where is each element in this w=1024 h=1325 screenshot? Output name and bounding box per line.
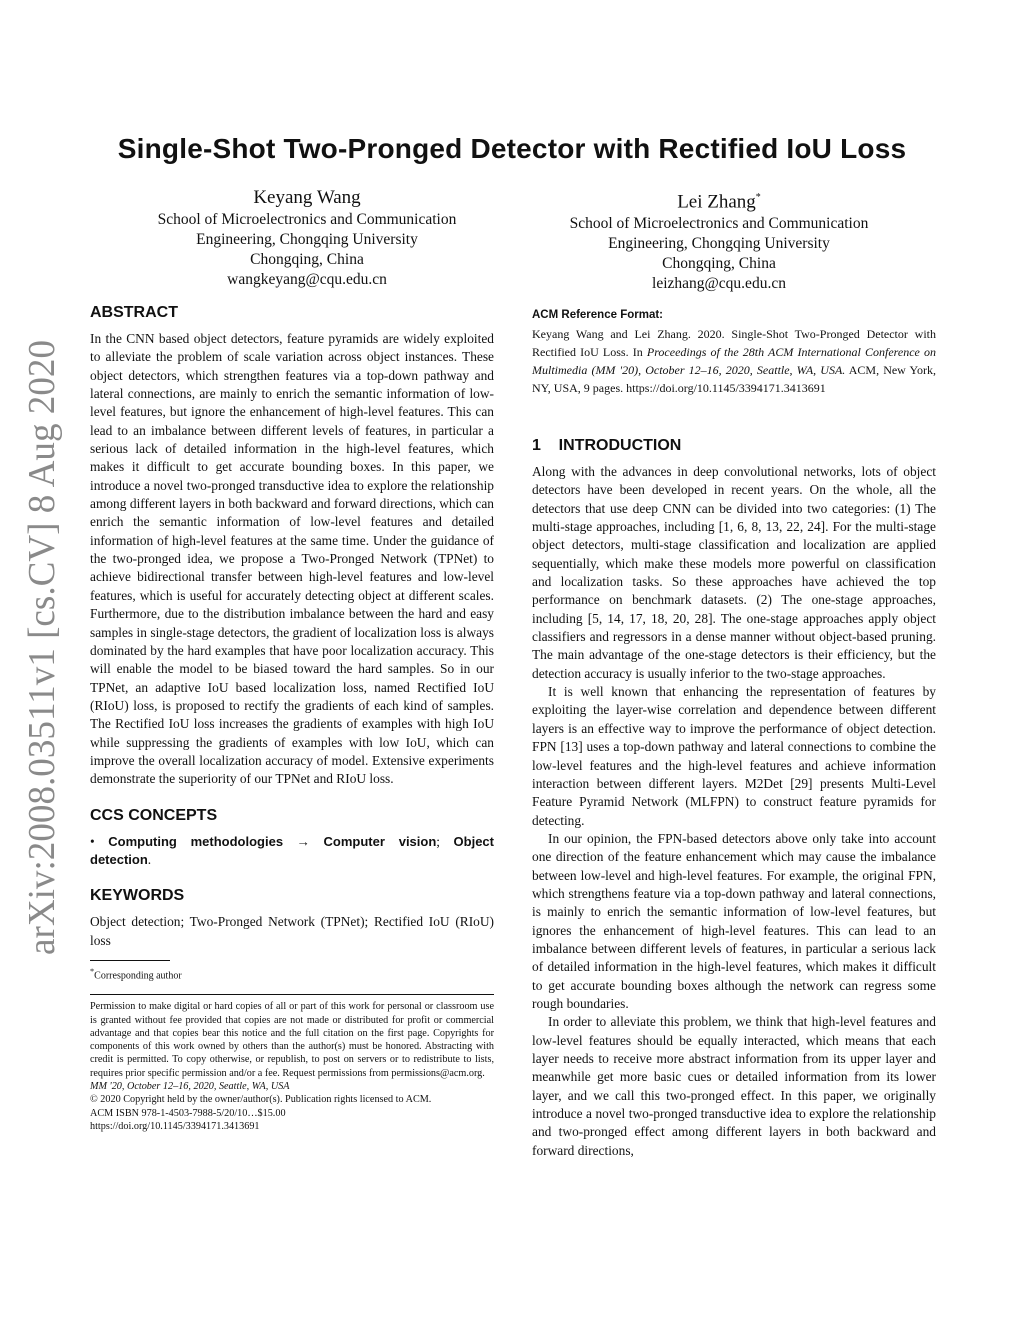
author-name-text: Lei Zhang [677, 191, 756, 213]
footnote-text: Corresponding author [94, 970, 182, 982]
arxiv-sidebar-stamp [4, 330, 74, 960]
permission-doi[interactable]: https://doi.org/10.1145/3394171.3413691 [90, 1120, 260, 1132]
author-block-2 [529, 186, 909, 294]
arxiv-stamp-svg [4, 330, 74, 960]
ccs-end: . [147, 851, 152, 867]
permission-text: Permission to make digital or hard copies of all or part of this work for personal or classroom use is granted without fee provided that copies are not made or distributed for profit or commercial advantage and that copies bear this notice and the full citation on the first page. Copyrights for components of this work owned by others than the author(s) must be honored. Abstracting with credit is permitted. To copy otherwise, or republish, to post on servers or to redistribute to lists, requires prior specific permission and/or a fee. Request permissions from permissions@acm.org. [90, 1001, 494, 1079]
author-name [529, 186, 909, 214]
right-column [532, 307, 936, 1160]
author-block-1 [117, 186, 497, 290]
keywords-text: Object detection; Two-Pronged Network (TPNet); Rectified IoU (RIoU) loss [90, 914, 494, 948]
acm-ref-part: Keyang Wang and Lei Zhang. 2020. Single-Shot Two-Pronged Detector with Rectified IoU Loss. In [532, 327, 936, 359]
keywords-heading: KEYWORDS [90, 887, 185, 905]
abstract-text: In the CNN based object detectors, feature pyramids are widely exploited to alleviate the problem of scale variation across object instances. These object detectors, which strengthen features via a top-down pathway and lateral connections, are mainly to enrich the semantic information of low-level features, but ignore the enhancement of high-level features. This can lead to an imbalance between different levels of features, in particular a serious lack of detailed information in the high-level features, which makes it difficult to get accurate bounding boxes. In this paper, we introduce a novel two-pronged transductive idea to explore the relationship among different layers in both backward and forward directions, which can enrich the semantic information of low-level features and detailed information of high-level features at the same time. Under the guidance of the two-pronged idea, we propose a Two-Pronged Network (TPNet) to achieve bidirectional transfer between high-level features and low-level features, which is useful for accurately detecting object at different scales. Furthermore, due to the distribution imbalance between the hard and easy samples in single-stage detectors, the gradient of localization loss is always dominated by the hard examples that have poor localization accuracy. This will enable the model to be biased toward the hard samples. So in our TPNet, an adaptive IoU based localization loss, named Rectified IoU (RIoU) loss, is proposed to rectify the gradients of each kind of samples. The Rectified IoU loss increases the gradients of examples with high IoU while suppressing the gradients of examples with low IoU, which can improve the overall localization accuracy of model. Extensive experiments demonstrate the superiority of our TPNet and RIoU loss. [90, 331, 494, 787]
author-affiliation: School of Microelectronics and Communication [569, 215, 869, 233]
ccs-item: Object detection [90, 833, 494, 867]
permission-isbn: ACM ISBN 978-1-4503-7988-5/20/10…$15.00 [90, 1107, 286, 1119]
intro-paragraph: In our opinion, the FPN-based detectors above only take into account one direction of the feature enhancement which may cause the imbalance between low-level and high-level features. For example, the original FPN, which strengthens feature via a top-down pathway and lateral connections, is mainly to enrich the semantic information of low-level features, but ignores the enhancement of high-level features. This can lead to an imbalance between different levels of features, in particular a serious lack of detailed information in the high-level features, which makes it difficult to get accurate bounding boxes although the network can regress some rough boundaries. [532, 830, 936, 1011]
ccs-item: Computer vision [323, 833, 437, 849]
ccs-item: Computing methodologies [108, 833, 284, 849]
abstract-heading: ABSTRACT [90, 304, 178, 321]
acm-ref-part: ACM, New York, NY, USA, 9 pages. https://doi.org/10.1145/3394171.3413691 [532, 363, 936, 395]
footnote-rule [90, 960, 170, 961]
corresponding-mark: * [755, 192, 761, 203]
ccs-sep: ; [436, 833, 454, 849]
author-email[interactable]: wangkeyang@cqu.edu.cn [227, 271, 387, 288]
author-email[interactable]: leizhang@cqu.edu.cn [652, 275, 786, 293]
footnote-mark: * [90, 966, 95, 976]
author-affiliation: School of Microelectronics and Communication [157, 211, 457, 228]
footnote [90, 965, 494, 982]
ccs-arrow: → [283, 833, 324, 849]
ccs-bullet: • [90, 833, 95, 849]
introduction-heading: 1 INTRODUCTION [532, 437, 682, 454]
author-affiliation: Engineering, Chongqing University [196, 231, 418, 248]
paper-title: Single-Shot Two-Pronged Detector with Rectified IoU Loss [117, 133, 907, 164]
intro-paragraph: In order to alleviate this problem, we think that high-level features and low-level features should be equally interacted, which means that each layer needs to receive more abstract information from its upper layer and meanwhile get more basic cues or detailed information from its lower layer, and we call this two-pronged effect. In this paper, we originally introduce a novel two-pronged transductive idea to explore the relationship and two-pronged effect among different layers in both backward and forward directions, [532, 1014, 936, 1158]
venue-italic: MM '20, October 12–16, 2020, Seattle, WA, USA [90, 1081, 290, 1093]
author-city: Chongqing, China [662, 255, 776, 273]
acm-reference-text [532, 325, 936, 397]
permission-venue [90, 1080, 494, 1093]
permission-copyright: © 2020 Copyright held by the owner/author(s). Publication rights licensed to ACM. [90, 1094, 432, 1106]
author-affiliation: Engineering, Chongqing University [608, 235, 830, 253]
intro-paragraph: Along with the advances in deep convolutional networks, lots of object detectors have been developed in recent years. On the whole, all the detectors that use deep CNN can be divided into two categories: (1) The multi-stage approaches, including [1, 6, 8, 13, 22, 24]. For the multi-stage object detectors, multi-stage classification and localization are applied sequentially, which make these models more powerful on classification and localization tasks. So these approaches have achieved the top performance on benchmark datasets. (2) The one-stage approaches, including [5, 14, 17, 18, 20, 28]. The one-stage approaches apply object classifiers and regressors in a dense manner without object-based pruning. The main advantage of the one-stage detectors is their efficiency, but the detection accuracy is usually inferior to the two-stage approaches. [532, 464, 936, 681]
intro-paragraph: It is well known that enhancing the representation of features by exploiting the layer-wise correlation and dependence between different layers is an effective way to improve the performance of object detection. FPN [13] uses a top-down pathway and lateral connections to combine the low-level features and the high-level features and achieve information interaction between different layers. M2Det [29] presents Multi-Level Feature Pyramid Network (MLFPN) to construct feature pyramids for detecting. [532, 684, 936, 828]
left-column [90, 302, 494, 1133]
ccs-concepts [90, 833, 494, 870]
permission-rule [90, 994, 494, 995]
author-city: Chongqing, China [250, 251, 364, 268]
author-name: Keyang Wang [253, 187, 361, 208]
ccs-heading: CCS CONCEPTS [90, 806, 218, 824]
acm-ref-venue: Proceedings of the 28th ACM International Conference on Multimedia (MM '20), October 12–16, 2020, Seattle, WA, USA. [532, 345, 936, 377]
acm-reference-heading: ACM Reference Format: [532, 309, 663, 321]
arxiv-stamp-text: arXiv:2008.03511v1 [cs.CV] 8 Aug 2020 [21, 330, 63, 955]
